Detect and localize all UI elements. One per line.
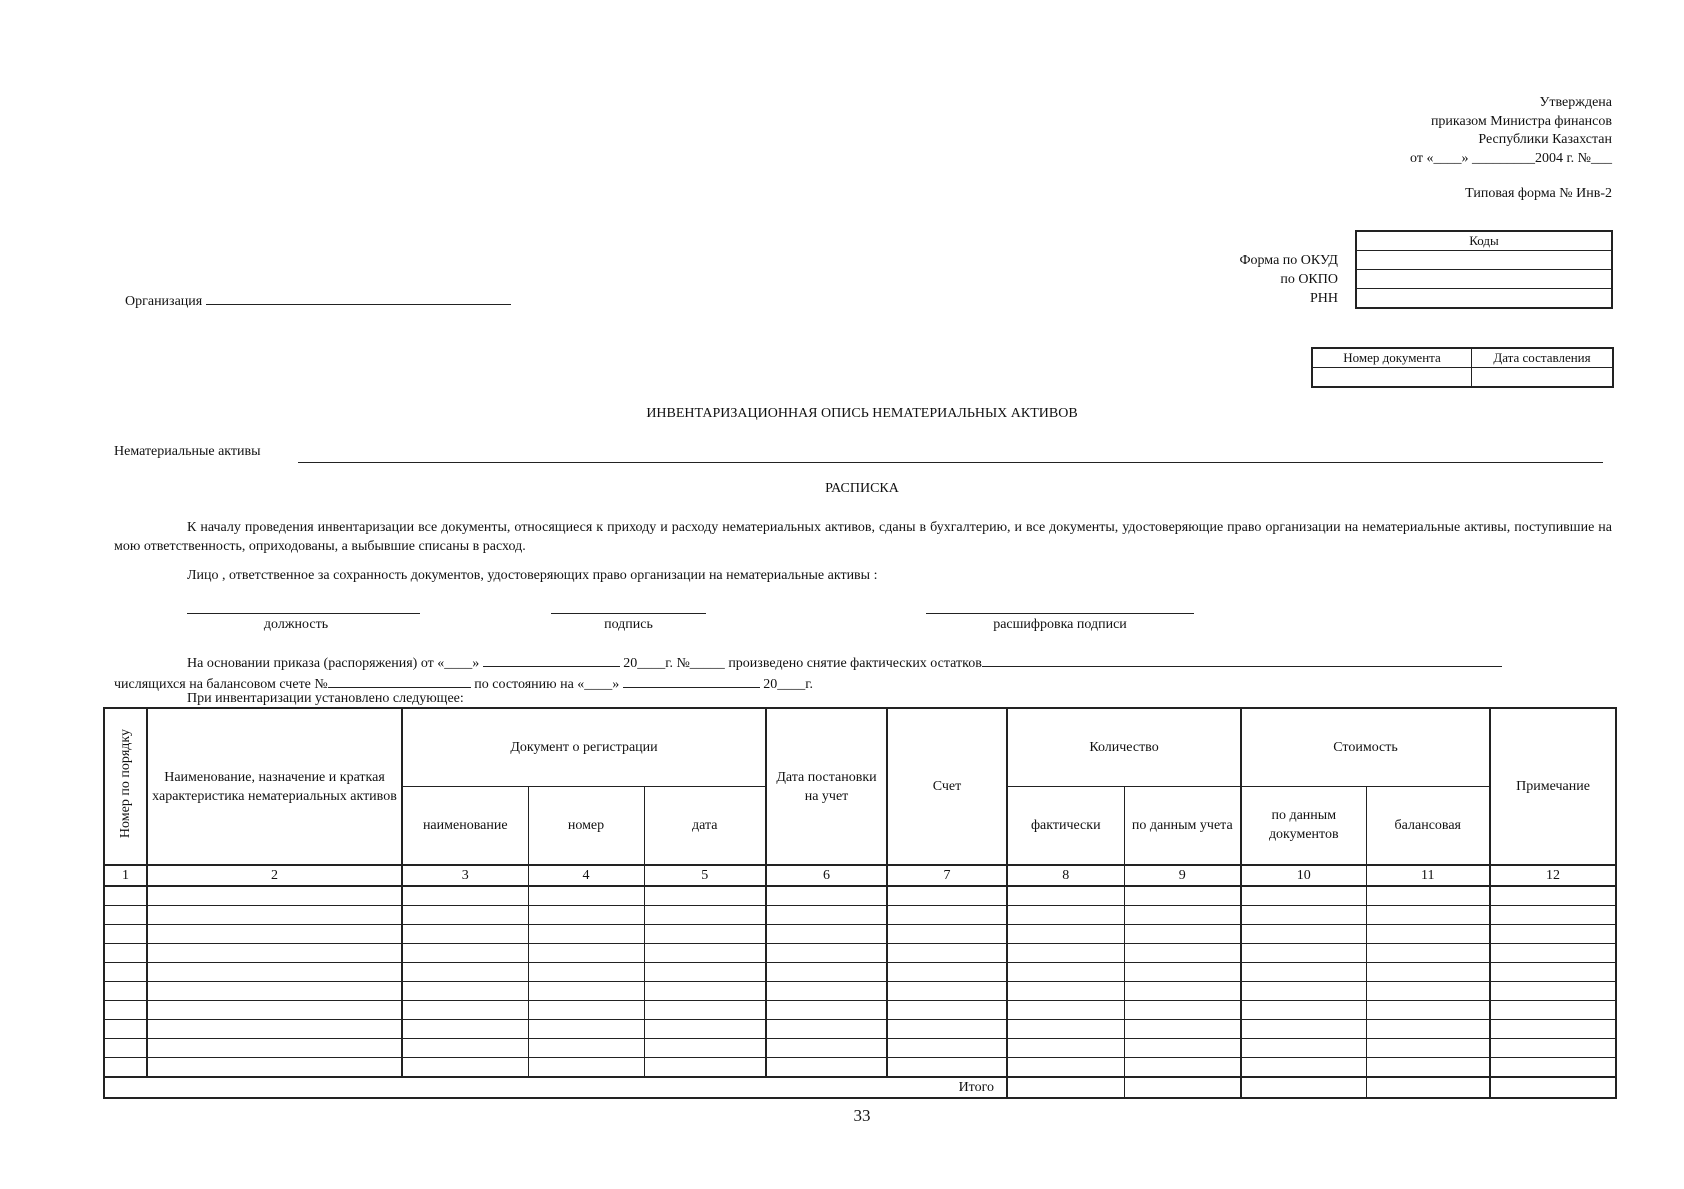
table-cell[interactable] [1490, 1001, 1616, 1020]
table-cell[interactable] [1241, 1001, 1366, 1020]
receipt-heading: РАСПИСКА [825, 481, 899, 496]
total-cost-docs[interactable] [1241, 1077, 1366, 1098]
group-doc-header: Документ о регистрации [402, 708, 766, 786]
table-cell[interactable] [766, 906, 887, 925]
table-cell[interactable] [104, 925, 147, 944]
approval-line-4: от «____» _________2004 г. №___ [1410, 150, 1612, 166]
table-cell[interactable] [147, 963, 402, 982]
table-cell[interactable] [1124, 1001, 1241, 1020]
basis-removal-field[interactable] [982, 652, 1502, 667]
total-qty-records[interactable] [1124, 1077, 1241, 1098]
table-cell[interactable] [887, 1001, 1007, 1020]
table-cell[interactable] [402, 944, 528, 963]
total-row [104, 1077, 1616, 1098]
table-cell[interactable] [147, 925, 402, 944]
table-cell[interactable] [104, 963, 147, 982]
table-cell[interactable] [402, 925, 528, 944]
table-cell[interactable] [1366, 982, 1490, 1001]
col-num-10: 10 [1241, 865, 1366, 886]
doc-name-header: наименование [402, 786, 528, 865]
signature-field[interactable] [551, 599, 706, 614]
col-num-6: 6 [766, 865, 887, 886]
table-cell[interactable] [1366, 886, 1490, 906]
col-num-9: 9 [1124, 865, 1241, 886]
table-cell[interactable] [887, 1039, 1007, 1058]
table-cell[interactable] [1366, 1020, 1490, 1039]
signature-decoding-field[interactable] [926, 599, 1194, 614]
table-cell[interactable] [147, 1020, 402, 1039]
table-cell[interactable] [1366, 944, 1490, 963]
table-cell[interactable] [528, 963, 644, 982]
table-cell[interactable] [1124, 1058, 1241, 1078]
basis-line-2 [114, 673, 813, 693]
table-cell[interactable] [644, 1039, 766, 1058]
doc-number-label: Номер документа [1312, 348, 1472, 368]
table-cell[interactable] [1241, 982, 1366, 1001]
total-note[interactable] [1490, 1077, 1616, 1098]
rnn-label: РНН [1309, 291, 1338, 306]
table-row [104, 1020, 1616, 1039]
table-cell[interactable] [1490, 1039, 1616, 1058]
col-date-header: Дата постановки на учет [766, 708, 887, 865]
organization-field[interactable] [206, 290, 511, 305]
table-cell[interactable] [104, 1058, 147, 1078]
approval-line-1: Утверждена [1539, 95, 1612, 110]
col-num-5: 5 [644, 865, 766, 886]
table-cell[interactable] [402, 982, 528, 1001]
table-cell[interactable] [1124, 963, 1241, 982]
col-num-1: 1 [104, 865, 147, 886]
table-cell[interactable] [887, 925, 1007, 944]
responsible-text: Лицо , ответственное за сохранность документов, удостоверяющих право организации на нематериальные активы : [187, 568, 878, 583]
table-cell[interactable] [1490, 963, 1616, 982]
table-cell[interactable] [1241, 1058, 1366, 1078]
approval-line-2: приказом Министра финансов [1430, 113, 1612, 129]
table-cell[interactable] [1490, 1058, 1616, 1078]
table-cell[interactable] [644, 886, 766, 906]
table-cell[interactable] [766, 886, 887, 906]
table-cell[interactable] [528, 925, 644, 944]
table-cell[interactable] [402, 1058, 528, 1078]
doc-number-header: номер [528, 786, 644, 865]
table-cell[interactable] [147, 906, 402, 925]
table-cell[interactable] [1124, 906, 1241, 925]
table-cell[interactable] [887, 963, 1007, 982]
basis-order-date-label: На основании приказа (распоряжения) от «____» [187, 656, 480, 671]
table-cell[interactable] [402, 1039, 528, 1058]
table-cell[interactable] [1241, 886, 1366, 906]
col-name-header: Наименование, назначение и краткая характеристика нематериальных активов [147, 708, 402, 865]
table-cell[interactable] [644, 963, 766, 982]
codes-header: Коды [1356, 231, 1612, 251]
table-cell[interactable] [1007, 944, 1124, 963]
table-cell[interactable] [766, 1001, 887, 1020]
table-cell[interactable] [766, 1039, 887, 1058]
table-cell[interactable] [1007, 906, 1124, 925]
table-cell[interactable] [766, 1058, 887, 1078]
rnn-cell[interactable] [1356, 289, 1612, 309]
doc-date-cell[interactable] [1472, 368, 1614, 388]
table-cell[interactable] [1007, 1039, 1124, 1058]
col-num-8: 8 [1007, 865, 1124, 886]
table-cell[interactable] [1007, 886, 1124, 906]
table-cell[interactable] [766, 1020, 887, 1039]
col-num-7: 7 [887, 865, 1007, 886]
qty-actual-header: фактически [1007, 786, 1124, 865]
table-row [104, 982, 1616, 1001]
table-cell[interactable] [1490, 982, 1616, 1001]
table-cell[interactable] [104, 886, 147, 906]
table-cell[interactable] [147, 944, 402, 963]
receipt-paragraph: К началу проведения инвентаризации все документы, относящиеся к приходу и расходу нематериальных активов, сданы в бухгалтерию, и все документы, удостоверяющие право организации на нематериальные активы, поступившие на мою ответственность, оприходованы, а выбывшие списаны в расход. [114, 520, 1612, 554]
column-numbers-row [104, 865, 1616, 886]
okpo-cell[interactable] [1356, 270, 1612, 289]
col-num-11: 11 [1366, 865, 1490, 886]
basis-account-field[interactable] [328, 673, 471, 688]
position-field[interactable] [187, 599, 420, 614]
table-cell[interactable] [766, 982, 887, 1001]
cost-balance-header: балансовая [1366, 786, 1490, 865]
doc-meta-table [1311, 347, 1614, 388]
table-cell[interactable] [402, 963, 528, 982]
col-num-4: 4 [528, 865, 644, 886]
table-cell[interactable] [1366, 963, 1490, 982]
inventory-table [103, 707, 1617, 1099]
basis-state-year-label: 20____г. [763, 677, 813, 692]
codes-table [1355, 230, 1613, 309]
table-cell[interactable] [1490, 925, 1616, 944]
col-num-3: 3 [402, 865, 528, 886]
table-body [104, 886, 1616, 1077]
group-cost-header: Стоимость [1241, 708, 1490, 786]
okud-cell[interactable] [1356, 251, 1612, 270]
table-cell[interactable] [1241, 1039, 1366, 1058]
table-cell[interactable] [104, 982, 147, 1001]
table-cell[interactable] [644, 1020, 766, 1039]
col-number-label: Номер по порядку [118, 728, 133, 839]
col-num-12: 12 [1490, 865, 1616, 886]
table-cell[interactable] [1124, 944, 1241, 963]
codes-labels [1239, 251, 1338, 308]
total-cost-balance[interactable] [1366, 1077, 1490, 1098]
table-cell[interactable] [887, 1020, 1007, 1039]
basis-account-label: числящихся на балансовом счете № [114, 677, 328, 692]
table-cell[interactable] [1007, 963, 1124, 982]
col-note-header: Примечание [1490, 708, 1616, 865]
table-cell[interactable] [1366, 1001, 1490, 1020]
table-row [104, 944, 1616, 963]
okud-label: Форма по ОКУД [1239, 253, 1338, 268]
table-cell[interactable] [402, 1020, 528, 1039]
cost-docs-header: по данным документов [1241, 786, 1366, 865]
table-cell[interactable] [147, 982, 402, 1001]
table-cell[interactable] [1007, 982, 1124, 1001]
qty-records-header: по данным учета [1124, 786, 1241, 865]
doc-date-label: Дата составления [1472, 348, 1614, 368]
table-cell[interactable] [766, 963, 887, 982]
table-cell[interactable] [1366, 1039, 1490, 1058]
basis-state-date-field[interactable] [623, 673, 760, 688]
table-cell[interactable] [1490, 944, 1616, 963]
table-cell[interactable] [1007, 1058, 1124, 1078]
table-cell[interactable] [644, 944, 766, 963]
table-cell[interactable] [644, 906, 766, 925]
position-caption: должность [263, 617, 329, 632]
table-cell[interactable] [1007, 925, 1124, 944]
approval-block [1410, 94, 1612, 168]
table-cell[interactable] [644, 1058, 766, 1078]
table-cell[interactable] [1366, 906, 1490, 925]
table-cell[interactable] [104, 1039, 147, 1058]
table-cell[interactable] [887, 944, 1007, 963]
table-cell[interactable] [1007, 1020, 1124, 1039]
table-cell[interactable] [644, 1001, 766, 1020]
table-cell[interactable] [104, 906, 147, 925]
table-cell[interactable] [887, 982, 1007, 1001]
table-cell[interactable] [528, 1001, 644, 1020]
table-cell[interactable] [1490, 906, 1616, 925]
table-cell[interactable] [1490, 886, 1616, 906]
table-cell[interactable] [402, 906, 528, 925]
table-cell[interactable] [1124, 886, 1241, 906]
table-cell[interactable] [147, 1039, 402, 1058]
table-cell[interactable] [1366, 1058, 1490, 1078]
table-cell[interactable] [147, 1058, 402, 1078]
table-cell[interactable] [1241, 1020, 1366, 1039]
table-cell[interactable] [528, 886, 644, 906]
basis-order-year-label: 20____г. №_____ [623, 656, 725, 671]
table-cell[interactable] [1124, 925, 1241, 944]
table-cell[interactable] [528, 982, 644, 1001]
col-number-header [104, 708, 147, 865]
table-row [104, 1039, 1616, 1058]
table-cell[interactable] [1241, 906, 1366, 925]
table-cell[interactable] [528, 1020, 644, 1039]
basis-line-1 [187, 652, 1502, 672]
table-cell[interactable] [147, 1001, 402, 1020]
table-cell[interactable] [644, 982, 766, 1001]
table-cell[interactable] [766, 944, 887, 963]
table-cell[interactable] [1124, 1039, 1241, 1058]
table-cell[interactable] [766, 925, 887, 944]
intangible-row [114, 444, 261, 460]
table-cell[interactable] [1241, 944, 1366, 963]
table-row [104, 886, 1616, 906]
table-cell[interactable] [528, 1058, 644, 1078]
basis-removal-label: произведено снятие фактических остатков [728, 656, 982, 671]
total-qty-actual[interactable] [1007, 1077, 1124, 1098]
table-cell[interactable] [528, 906, 644, 925]
table-cell[interactable] [1490, 1020, 1616, 1039]
receipt-paragraph-wrap [114, 518, 1612, 556]
total-label: Итого [104, 1077, 1007, 1098]
table-cell[interactable] [402, 886, 528, 906]
doc-date-header: дата [644, 786, 766, 865]
table-cell[interactable] [644, 925, 766, 944]
table-row [104, 1058, 1616, 1078]
intangible-label: Нематериальные активы [114, 444, 261, 459]
table-cell[interactable] [1241, 963, 1366, 982]
decoding-caption: расшифровка подписи [993, 617, 1127, 632]
doc-number-cell[interactable] [1312, 368, 1472, 388]
organization-row [125, 290, 511, 310]
approval-line-3: Республики Казахстан [1478, 132, 1612, 147]
table-cell[interactable] [1007, 1001, 1124, 1020]
organization-label: Организация [125, 294, 203, 309]
page-number: 33 [853, 1106, 871, 1125]
signature-caption: подпись [604, 617, 653, 632]
table-row [104, 1001, 1616, 1020]
intangible-field[interactable] [298, 448, 1603, 463]
table-cell[interactable] [1366, 925, 1490, 944]
basis-line-3: При инвентаризации установлено следующее: [187, 691, 464, 706]
basis-state-label: по состоянию на «____» [474, 677, 620, 692]
okpo-label: по ОКПО [1280, 272, 1338, 287]
table-cell[interactable] [104, 1001, 147, 1020]
table-cell[interactable] [104, 944, 147, 963]
basis-order-date-field[interactable] [483, 652, 620, 667]
page-title: ИНВЕНТАРИЗАЦИОННАЯ ОПИСЬ НЕМАТЕРИАЛЬНЫХ АКТИВОВ [646, 406, 1078, 421]
form-type: Типовая форма № Инв-2 [1465, 186, 1612, 201]
table-cell[interactable] [1124, 1020, 1241, 1039]
table-cell[interactable] [887, 906, 1007, 925]
table-cell[interactable] [528, 944, 644, 963]
table-row [104, 963, 1616, 982]
col-num-2: 2 [147, 865, 402, 886]
table-cell[interactable] [104, 1020, 147, 1039]
table-cell[interactable] [1241, 925, 1366, 944]
col-account-header: Счет [887, 708, 1007, 865]
table-row [104, 925, 1616, 944]
table-cell[interactable] [402, 1001, 528, 1020]
table-cell[interactable] [1124, 982, 1241, 1001]
table-row [104, 906, 1616, 925]
table-cell[interactable] [528, 1039, 644, 1058]
table-cell[interactable] [887, 886, 1007, 906]
table-cell[interactable] [147, 886, 402, 906]
table-cell[interactable] [887, 1058, 1007, 1078]
group-qty-header: Количество [1007, 708, 1241, 786]
